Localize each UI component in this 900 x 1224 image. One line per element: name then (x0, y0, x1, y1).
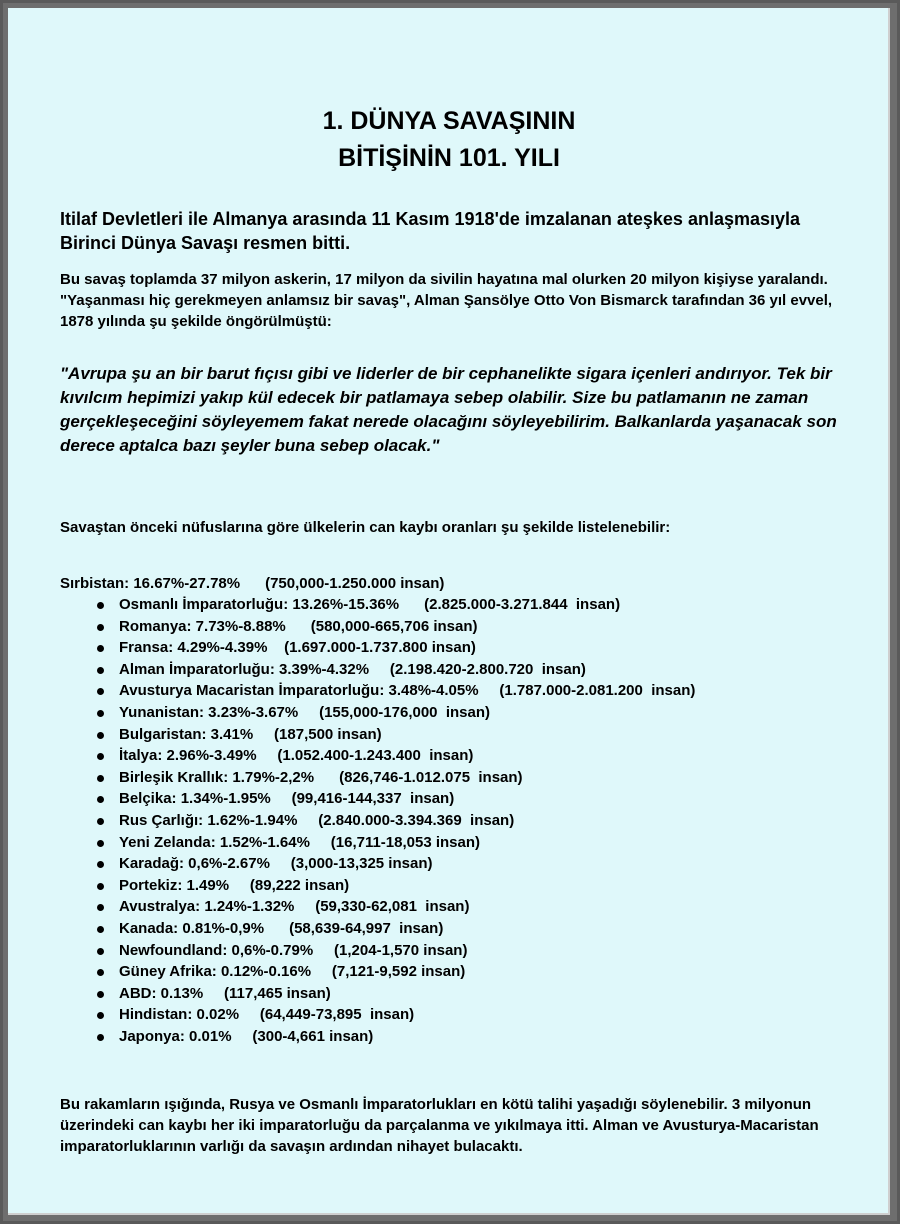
bullet-icon (97, 840, 104, 847)
bullet-icon (97, 732, 104, 739)
list-item-text: Avusturya Macaristan İmparatorluğu: 3.48%-4.05% (1.787.000-2.081.200 insan) (119, 682, 696, 700)
closing-paragraph: Bu rakamların ışığında, Rusya ve Osmanlı İmparatorlukları en kötü talihi yaşadığı söylenebilir. 3 milyonun üzerindeki can kaybı her iki imparatorluğu da parçalanma ve yıkılmaya itti. Alman ve Avusturya-Macaristan imparatorluklarının varlığı da savaşın ardından nihayet bulacaktı. (60, 1096, 819, 1155)
list-item (60, 961, 860, 983)
list-item-text: Osmanlı İmparatorluğu: 13.26%-15.36% (2.825.000-3.271.844 insan) (119, 596, 621, 613)
list-item-text: Romanya: 7.73%-8.88% (580,000-665,706 insan) (119, 617, 478, 635)
list-item (60, 659, 860, 681)
list-item (60, 832, 860, 854)
list-item-text: Fransa: 4.29%-4.39% (1.697.000-1.737.800 insan) (119, 639, 476, 657)
bismarck-quote: "Avrupa şu an bir barut fıçısı gibi ve liderler de bir cephanelikte sigara içenleri andırıyor. Tek bir kıvılcım hepimizi yakıp kül edecek bir patlamaya sebep olabilir. Size bu patlamanın ne zaman gerçekleşeceğini söyleyemem fakat nerede olacağını söyleyebilirim. Balkanlarda yaşanacak son derece aptalca bazı şeyler buna sebep olacak." (60, 364, 837, 455)
bullet-icon (97, 645, 104, 652)
list-item (60, 983, 860, 1005)
list-item (60, 724, 860, 746)
casualty-list (60, 594, 860, 1047)
list-item (60, 594, 860, 616)
list-item (60, 896, 860, 918)
bullet-icon (97, 991, 104, 998)
list-item-text: Yunanistan: 3.23%-3.67% (155,000-176,000 insan) (119, 703, 491, 721)
list-item (60, 940, 860, 962)
bullet-icon (97, 818, 104, 825)
list-item-text: Rus Çarlığı: 1.62%-1.94% (2.840.000-3.394.369 insan) (119, 811, 515, 829)
list-item (60, 875, 860, 897)
context-paragraph: Bu savaş toplamda 37 milyon askerin, 17 milyon da sivilin hayatına mal olurken 20 milyon kişiyse yaralandı. "Yaşanması hiç gerekmeyen anlamsız bir savaş", Alman Şansölye Otto Von Bismarck tarafından 36 yıl evvel, 1878 yılında şu şekilde öngörülmüştü: (60, 271, 833, 330)
bullet-icon (97, 796, 104, 803)
list-item-text: Bulgaristan: 3.41% (187,500 insan) (119, 725, 382, 743)
document-page (8, 8, 890, 1215)
list-item-text: Japonya: 0.01% (300-4,661 insan) (119, 1027, 374, 1045)
list-item (60, 1026, 860, 1048)
list-item (60, 1004, 860, 1026)
bullet-icon (97, 1012, 104, 1019)
list-item-text: Birleşik Krallık: 1.79%-2,2% (826,746-1.012.075 insan) (119, 768, 523, 786)
list-item (60, 616, 860, 638)
list-item (60, 702, 860, 724)
list-item (60, 853, 860, 875)
bullet-icon (97, 667, 104, 674)
bullet-icon (97, 926, 104, 933)
bullet-icon (97, 753, 104, 760)
list-item-text: ABD: 0.13% (117,465 insan) (119, 984, 331, 1002)
list-item-text: Newfoundland: 0,6%-0.79% (1,204-1,570 insan) (119, 941, 468, 959)
list-item-text: Kanada: 0.81%-0,9% (58,639-64,997 insan) (119, 919, 444, 937)
bullet-icon (97, 948, 104, 955)
title-line-1: 1. DÜNYA SAVAŞININ (322, 107, 576, 135)
list-item-text: Portekiz: 1.49% (89,222 insan) (119, 876, 350, 894)
list-item-text: Karadağ: 0,6%-2.67% (3,000-13,325 insan) (119, 855, 433, 873)
list-item-text: Alman İmparatorluğu: 3.39%-4.32% (2.198.420-2.800.720 insan) (119, 660, 586, 678)
page-title (8, 103, 890, 177)
list-item (60, 810, 860, 832)
list-item-text: Avustralya: 1.24%-1.32% (59,330-62,081 insan) (119, 898, 470, 916)
list-item (60, 767, 860, 789)
bullet-icon (97, 775, 104, 782)
title-line-2: BİTİŞİNİN 101. YILI (338, 144, 560, 172)
bullet-icon (97, 969, 104, 976)
bullet-icon (97, 624, 104, 631)
first-casualty-entry: Sırbistan: 16.67%-27.78% (750,000-1.250.000 insan) (60, 575, 445, 592)
list-item (60, 745, 860, 767)
list-item-text: Yeni Zelanda: 1.52%-1.64% (16,711-18,053 insan) (119, 833, 481, 851)
list-item-text: Hindistan: 0.02% (64,449-73,895 insan) (119, 1006, 415, 1024)
list-item-text: İtalya: 2.96%-3.49% (1.052.400-1.243.400 insan) (119, 747, 474, 765)
list-item (60, 680, 860, 702)
list-item (60, 637, 860, 659)
list-item (60, 918, 860, 940)
bullet-icon (97, 688, 104, 695)
bullet-icon (97, 710, 104, 717)
bullet-icon (97, 883, 104, 890)
list-item-text: Güney Afrika: 0.12%-0.16% (7,121-9,592 insan) (119, 963, 466, 981)
bullet-icon (97, 1034, 104, 1041)
intro-paragraph: Itilaf Devletleri ile Almanya arasında 11 Kasım 1918'de imzalanan ateşkes anlaşmasıyla Birinci Dünya Savaşı resmen bitti. (60, 209, 801, 253)
bullet-icon (97, 602, 104, 609)
list-item-text: Belçika: 1.34%-1.95% (99,416-144,337 insan) (119, 790, 455, 808)
bullet-icon (97, 904, 104, 911)
list-item (60, 788, 860, 810)
list-intro: Savaştan önceki nüfuslarına göre ülkelerin can kaybı oranları şu şekilde listelenebilir: (60, 519, 671, 536)
bullet-icon (97, 861, 104, 868)
